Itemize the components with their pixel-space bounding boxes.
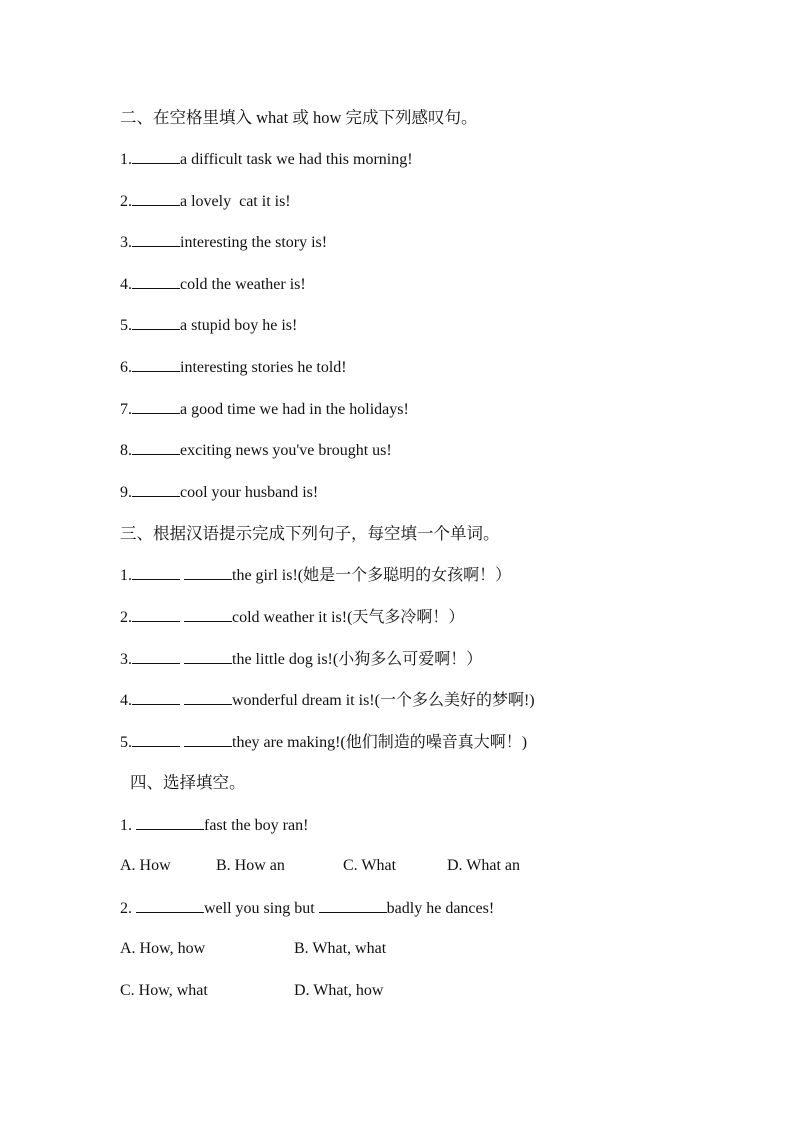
answer-blank[interactable] xyxy=(132,399,180,414)
s3-item-2 xyxy=(120,607,464,628)
item-text: well you sing but xyxy=(204,900,315,917)
item-number: 4. xyxy=(120,276,132,293)
item-number: 4. xyxy=(120,692,132,709)
s2-item-5 xyxy=(120,315,297,336)
item-text: wonderful dream it is!(一个多么美好的梦啊!) xyxy=(232,692,535,709)
answer-blank[interactable] xyxy=(132,690,180,705)
item-text: the girl is!(她是一个多聪明的女孩啊！） xyxy=(232,567,512,584)
answer-blank[interactable] xyxy=(132,357,180,372)
section-3-heading: 三、根据汉语提示完成下列句子，每空填一个单词。 xyxy=(120,524,500,543)
s4-question-2 xyxy=(120,898,494,919)
answer-blank[interactable] xyxy=(132,649,180,664)
item-text: interesting stories he told! xyxy=(180,359,347,376)
answer-blank[interactable] xyxy=(184,607,232,622)
item-text: exciting news you've brought us! xyxy=(180,442,392,459)
s4-question-1 xyxy=(120,815,308,836)
option-b[interactable]: B. How an xyxy=(216,857,285,874)
item-number: 1. xyxy=(120,151,132,168)
s3-item-5 xyxy=(120,732,527,753)
option-a[interactable]: A. How xyxy=(120,857,171,874)
item-text: cold the weather is! xyxy=(180,276,306,293)
answer-blank[interactable] xyxy=(132,607,180,622)
item-text: the little dog is!(小狗多么可爱啊！） xyxy=(232,651,483,668)
item-text: fast the boy ran! xyxy=(204,817,309,834)
option-c[interactable]: C. How, what xyxy=(120,982,208,999)
answer-blank[interactable] xyxy=(132,274,180,289)
item-number: 5. xyxy=(120,317,132,334)
item-text-end: badly he dances! xyxy=(386,900,495,917)
answer-blank[interactable] xyxy=(184,690,232,705)
section-4-heading: 四、选择填空。 xyxy=(130,773,246,792)
s3-item-1 xyxy=(120,565,511,586)
item-text: interesting the story is! xyxy=(180,234,328,251)
answer-blank[interactable] xyxy=(136,815,204,830)
item-text: a difficult task we had this morning! xyxy=(180,151,413,168)
answer-blank[interactable] xyxy=(132,232,180,247)
item-number: 2. xyxy=(120,609,132,626)
option-b[interactable]: B. What, what xyxy=(294,940,387,957)
s2-item-3 xyxy=(120,232,327,253)
answer-blank[interactable] xyxy=(132,565,180,580)
section-2-heading: 二、在空格里填入 what 或 how 完成下列感叹句。 xyxy=(120,108,478,127)
answer-blank[interactable] xyxy=(184,565,232,580)
s3-item-3 xyxy=(120,649,482,670)
answer-blank[interactable] xyxy=(132,191,180,206)
option-d[interactable]: D. What, how xyxy=(294,982,384,999)
item-number: 9. xyxy=(120,484,132,501)
answer-blank[interactable] xyxy=(132,732,180,747)
answer-blank[interactable] xyxy=(184,649,232,664)
s3-item-4 xyxy=(120,690,535,711)
item-number: 8. xyxy=(120,442,132,459)
s2-item-1 xyxy=(120,149,413,170)
item-text: cold weather it is!(天气多冷啊！） xyxy=(232,609,465,626)
s2-item-2 xyxy=(120,191,291,212)
s2-item-9 xyxy=(120,482,318,503)
answer-blank[interactable] xyxy=(132,440,180,455)
answer-blank[interactable] xyxy=(319,898,387,913)
item-text: a lovely cat it is! xyxy=(180,193,291,210)
item-number: 3. xyxy=(120,651,132,668)
answer-blank[interactable] xyxy=(136,898,204,913)
option-a[interactable]: A. How, how xyxy=(120,940,206,957)
option-c[interactable]: C. What xyxy=(343,857,397,874)
option-d[interactable]: D. What an xyxy=(447,857,521,874)
item-text: cool your husband is! xyxy=(180,484,319,501)
item-number: 1. xyxy=(120,567,132,584)
item-text: a stupid boy he is! xyxy=(180,317,298,334)
answer-blank[interactable] xyxy=(184,732,232,747)
item-number: 2. xyxy=(120,900,132,917)
item-text: a good time we had in the holidays! xyxy=(180,401,409,418)
item-number: 7. xyxy=(120,401,132,418)
item-number: 1. xyxy=(120,817,132,834)
answer-blank[interactable] xyxy=(132,149,180,164)
s2-item-7 xyxy=(120,399,409,420)
item-number: 2. xyxy=(120,193,132,210)
s2-item-4 xyxy=(120,274,306,295)
s2-item-6 xyxy=(120,357,347,378)
answer-blank[interactable] xyxy=(132,482,180,497)
answer-blank[interactable] xyxy=(132,315,180,330)
s2-item-8 xyxy=(120,440,392,461)
item-number: 6. xyxy=(120,359,132,376)
item-number: 5. xyxy=(120,734,132,751)
item-number: 3. xyxy=(120,234,132,251)
item-text: they are making!(他们制造的噪音真大啊！) xyxy=(232,734,528,751)
